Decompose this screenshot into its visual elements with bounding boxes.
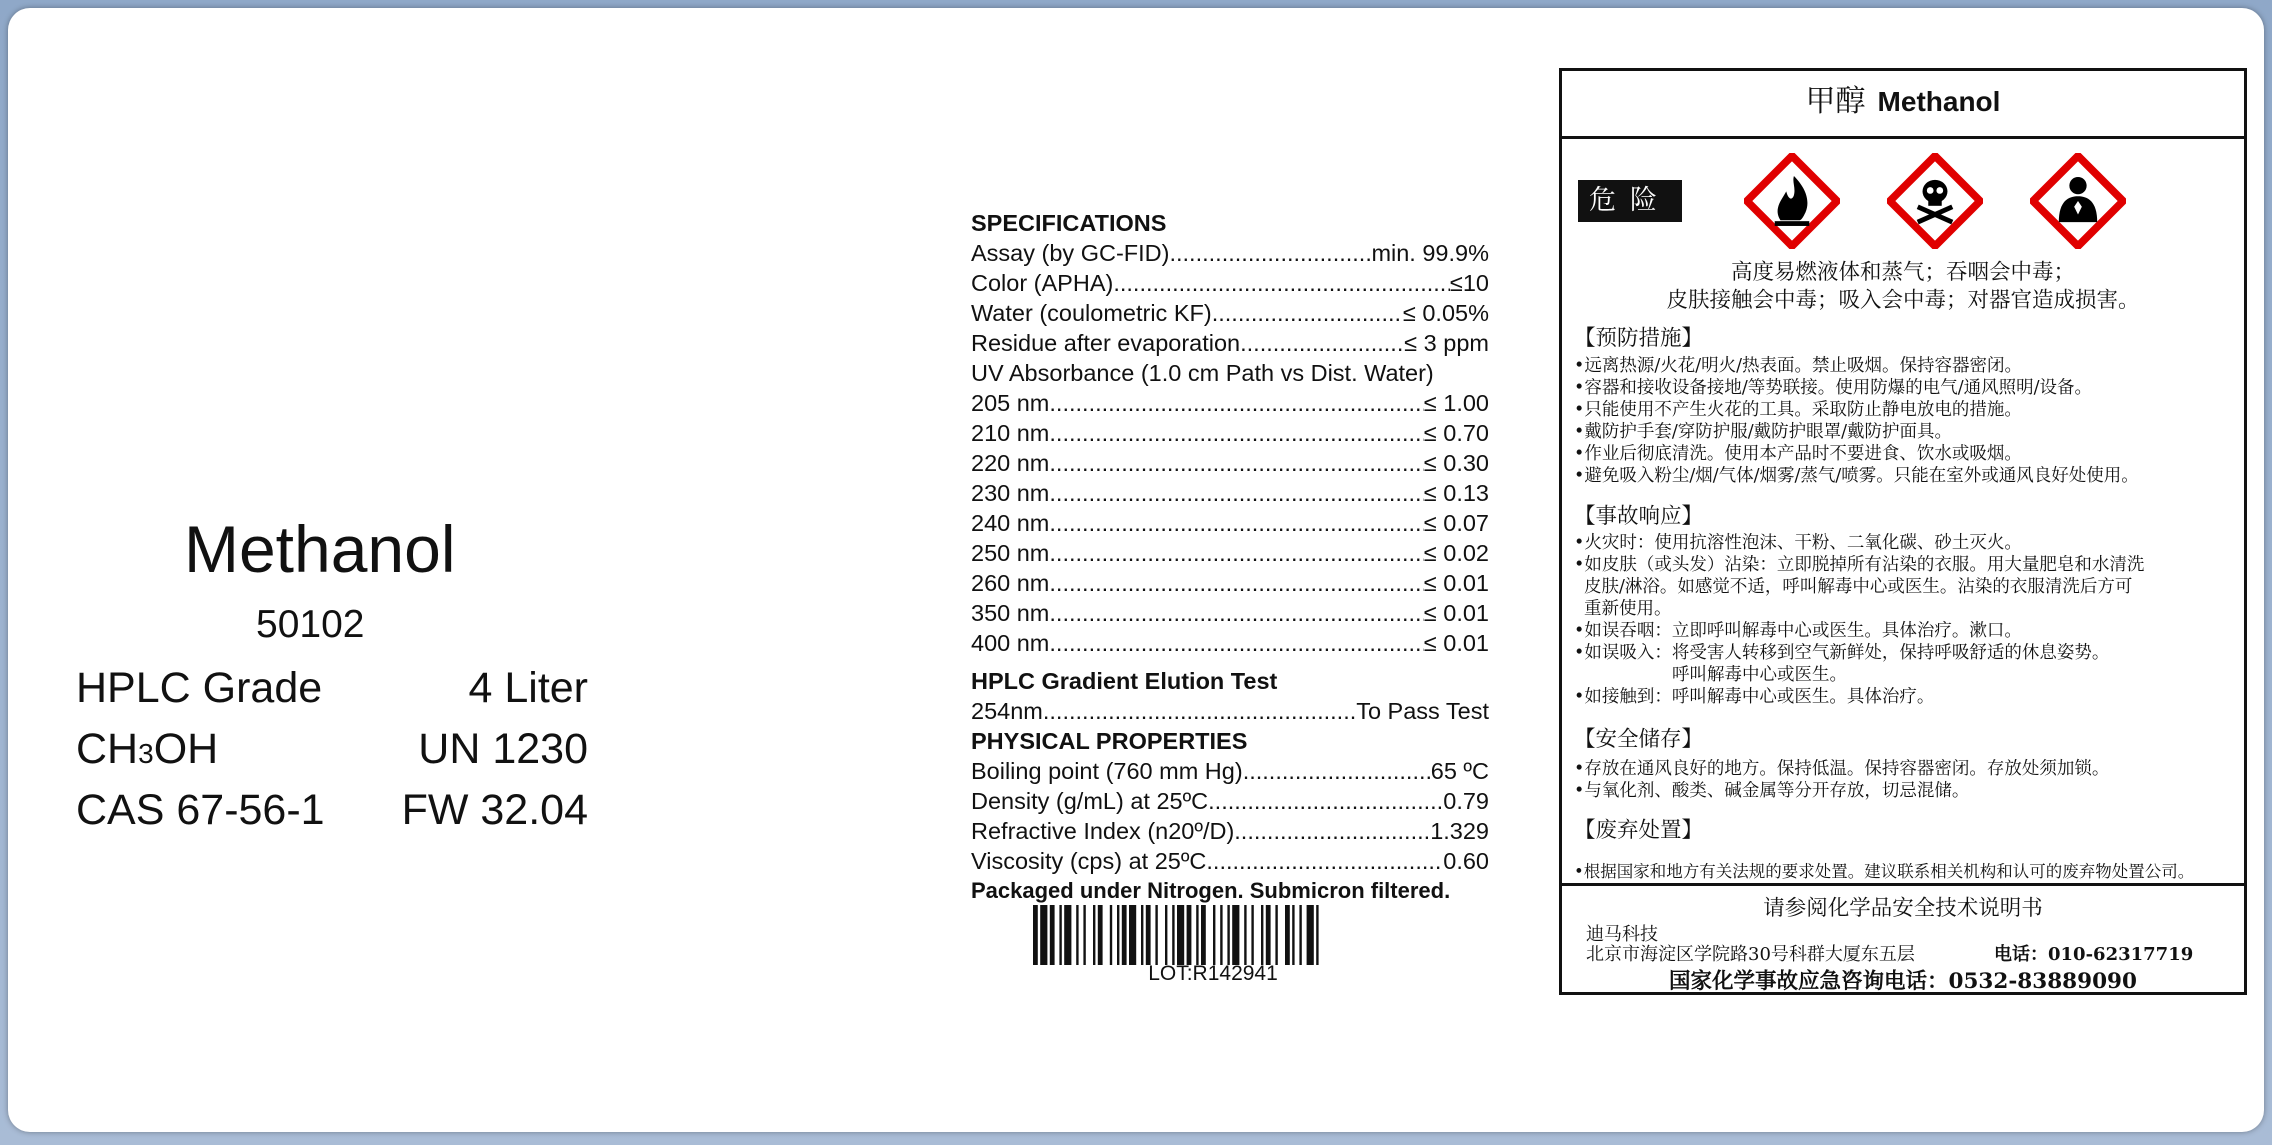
packaging-note: Packaged under Nitrogen. Submicron filtered. bbox=[971, 878, 1451, 903]
hazard-statement-1: 高度易燃液体和蒸气；吞咽会中毒； bbox=[1730, 260, 2075, 285]
formula-un-row bbox=[76, 725, 588, 774]
uv-row: 205 nm ..... ≤ 1.00 bbox=[971, 388, 1489, 418]
uv-row: 350 nm ..... ≤ 0.01 bbox=[971, 598, 1489, 628]
signal-word: 危险 bbox=[1578, 180, 1682, 222]
formula: CH3OH bbox=[76, 725, 219, 773]
label-list-item: •只能使用不产生火花的工具。采取防止静电放电的措施。 bbox=[1574, 400, 2022, 420]
label-list-item: •如误吸入：将受害人转移到空气新鲜处，保持呼吸舒适的休息姿势。 bbox=[1574, 643, 2110, 663]
label-list-item: •如接触到：呼叫解毒中心或医生。具体治疗。 bbox=[1574, 687, 1935, 707]
label-list-item: •火灾时：使用抗溶性泡沫、干粉、二氧化碳、砂土灭火。 bbox=[1574, 533, 2022, 553]
uv-row: 220 nm ..... ≤ 0.30 bbox=[971, 448, 1489, 478]
physical-row: Viscosity (cps) at 25ºC ..... 0.60 bbox=[971, 846, 1489, 876]
label-list-item: •戴防护手套/穿防护服/戴防护眼罩/戴防护面具。 bbox=[1574, 422, 1953, 442]
physical-heading: PHYSICAL PROPERTIES bbox=[971, 728, 1248, 754]
label-title: 甲醇 Methanol bbox=[1562, 71, 2244, 139]
company-name: 迪马科技 bbox=[1586, 924, 1658, 945]
specifications-heading: SPECIFICATIONS bbox=[971, 210, 1167, 236]
label-list-item: •与氧化剂、酸类、碱金属等分开存放，切忌混储。 bbox=[1574, 781, 1970, 801]
uv-row: 250 nm ..... ≤ 0.02 bbox=[971, 538, 1489, 568]
uv-row: 210 nm ..... ≤ 0.70 bbox=[971, 418, 1489, 448]
skull-crossbones-icon bbox=[1887, 153, 1983, 249]
label-list-item: 重新使用。 bbox=[1584, 599, 1672, 619]
spec-row: Water (coulometric KF) ..... ≤ 0.05% bbox=[971, 298, 1489, 328]
product-name: Methanol bbox=[184, 512, 456, 586]
physical-row: Density (g/mL) at 25ºC ..... 0.79 bbox=[971, 786, 1489, 816]
flame-icon bbox=[1744, 153, 1840, 249]
label-list-item: •如皮肤（或头发）沾染：立即脱掉所有沾染的衣服。用大量肥皂和水清洗 bbox=[1574, 555, 2145, 575]
catalog-number: 50102 bbox=[256, 603, 365, 646]
volume: 4 Liter bbox=[468, 664, 588, 712]
uv-row: 240 nm ..... ≤ 0.07 bbox=[971, 508, 1489, 538]
physical-row: Refractive Index (n20º/D) ..... 1.329 bbox=[971, 816, 1489, 846]
label-list-item: •如误吞咽：立即呼叫解毒中心或医生。具体治疗。漱口。 bbox=[1574, 621, 2022, 641]
uv-row: 260 nm ..... ≤ 0.01 bbox=[971, 568, 1489, 598]
spec-row: Color (APHA) ..... ≤10 bbox=[971, 268, 1489, 298]
grade-volume-row bbox=[76, 664, 588, 713]
lot-number: LOT:R142941 bbox=[1148, 962, 1278, 985]
storage-heading: 【安全储存】 bbox=[1574, 727, 1704, 752]
grade: HPLC Grade bbox=[76, 664, 323, 712]
company-phone: 电话：010-62317719 bbox=[1994, 944, 2194, 965]
spec-row: Assay (by GC-FID) ..... min. 99.9% bbox=[971, 238, 1489, 268]
gradient-row: 254nm ..... To Pass Test bbox=[971, 696, 1489, 726]
company-address: 北京市海淀区学院路30号科群大厦东五层 bbox=[1586, 944, 1915, 965]
cas-fw-row bbox=[76, 786, 588, 835]
uv-heading: UV Absorbance (1.0 cm Path vs Dist. Water) bbox=[971, 360, 1434, 386]
un-number: UN 1230 bbox=[418, 725, 588, 773]
formula-weight: FW 32.04 bbox=[401, 786, 588, 834]
barcode-icon bbox=[1033, 905, 1393, 965]
health-hazard-icon bbox=[2030, 153, 2126, 249]
cas-number: CAS 67-56-1 bbox=[76, 786, 325, 834]
label-list-item: •避免吸入粉尘/烟/气体/烟雾/蒸气/喷雾。只能在室外或通风良好处使用。 bbox=[1574, 466, 2139, 486]
label-list-item: •容器和接收设备接地/等势联接。使用防爆的电气/通风照明/设备。 bbox=[1574, 378, 2093, 398]
label-list-item: •作业后彻底清洗。使用本产品时不要进食、饮水或吸烟。 bbox=[1574, 444, 2022, 464]
physical-row: Boiling point (760 mm Hg) ..... 65 ºC bbox=[971, 756, 1489, 786]
divider bbox=[1562, 883, 2244, 886]
label-list-item: 皮肤/淋浴。如感觉不适，呼叫解毒中心或医生。沾染的衣服清洗后方可 bbox=[1584, 577, 2133, 597]
prevention-heading: 【预防措施】 bbox=[1574, 326, 1704, 351]
label-list-item: •存放在通风良好的地方。保持低温。保持容器密闭。存放处须加锁。 bbox=[1574, 759, 2110, 779]
label-list-item: •远离热源/火花/明火/热表面。禁止吸烟。保持容器密闭。 bbox=[1574, 356, 2023, 376]
ghs-safety-label bbox=[1559, 68, 2247, 995]
emergency-phone: 国家化学事故应急咨询电话：0532-83889090 bbox=[1669, 969, 2137, 994]
hazard-statement-2: 皮肤接触会中毒；吸入会中毒；对器官造成损害。 bbox=[1666, 288, 2140, 313]
uv-row: 400 nm ..... ≤ 0.01 bbox=[971, 628, 1489, 658]
disposal-text: •根据国家和地方有关法规的要求处置。建议联系相关机构和认可的废弃物处置公司。 bbox=[1574, 862, 2195, 881]
label-list-item: 呼叫解毒中心或医生。 bbox=[1672, 665, 1847, 685]
gradient-heading: HPLC Gradient Elution Test bbox=[971, 668, 1278, 694]
disposal-heading: 【废弃处置】 bbox=[1574, 818, 1704, 843]
spec-row: Residue after evaporation ..... ≤ 3 ppm bbox=[971, 328, 1489, 358]
sds-note: 请参阅化学品安全技术说明书 bbox=[1763, 896, 2043, 921]
label-sheet bbox=[8, 8, 2264, 1132]
response-heading: 【事故响应】 bbox=[1574, 504, 1704, 529]
uv-row: 230 nm ..... ≤ 0.13 bbox=[971, 478, 1489, 508]
